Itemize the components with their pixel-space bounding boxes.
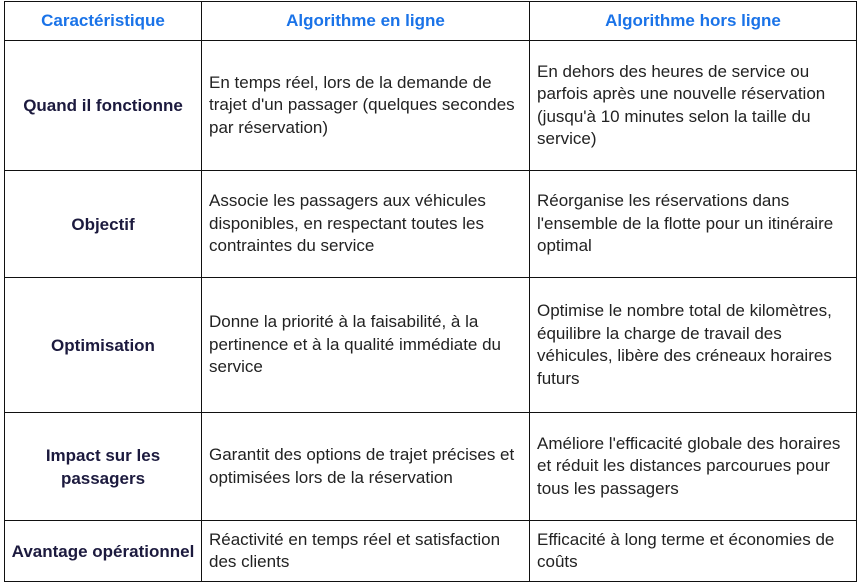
row-offline-cell: Efficacité à long terme et économies de coûts (530, 521, 857, 582)
header-row (5, 2, 857, 41)
row-feature: Optimisation (5, 278, 202, 413)
comparison-table (4, 1, 857, 582)
row-online-cell: Associe les passagers aux véhicules disponibles, en respectant toutes les contraintes du service (202, 171, 530, 278)
row-online-cell: Réactivité en temps réel et satisfaction des clients (202, 521, 530, 582)
row-offline-cell: En dehors des heures de service ou parfois après une nouvelle réservation (jusqu'à 10 minutes selon la taille du service) (530, 41, 857, 171)
row-online-cell: Garantit des options de trajet précises et optimisées lors de la réservation (202, 413, 530, 521)
table-row (5, 278, 857, 413)
row-offline-cell: Améliore l'efficacité globale des horaires et réduit les distances parcourues pour tous les passagers (530, 413, 857, 521)
table-row (5, 521, 857, 582)
table-row (5, 41, 857, 171)
header-online-algorithm: Algorithme en ligne (202, 2, 530, 41)
row-feature: Avantage opérationnel (5, 521, 202, 582)
header-feature: Caractéristique (5, 2, 202, 41)
row-offline-cell: Optimise le nombre total de kilomètres, équilibre la charge de travail des véhicules, libère des créneaux horaires futurs (530, 278, 857, 413)
header-offline-algorithm: Algorithme hors ligne (530, 2, 857, 41)
row-feature: Quand il fonctionne (5, 41, 202, 171)
row-online-cell: Donne la priorité à la faisabilité, à la pertinence et à la qualité immédiate du service (202, 278, 530, 413)
row-feature: Impact sur les passagers (5, 413, 202, 521)
table-row (5, 171, 857, 278)
table-row (5, 413, 857, 521)
row-feature: Objectif (5, 171, 202, 278)
row-offline-cell: Réorganise les réservations dans l'ensemble de la flotte pour un itinéraire optimal (530, 171, 857, 278)
row-online-cell: En temps réel, lors de la demande de trajet d'un passager (quelques secondes par réservation) (202, 41, 530, 171)
